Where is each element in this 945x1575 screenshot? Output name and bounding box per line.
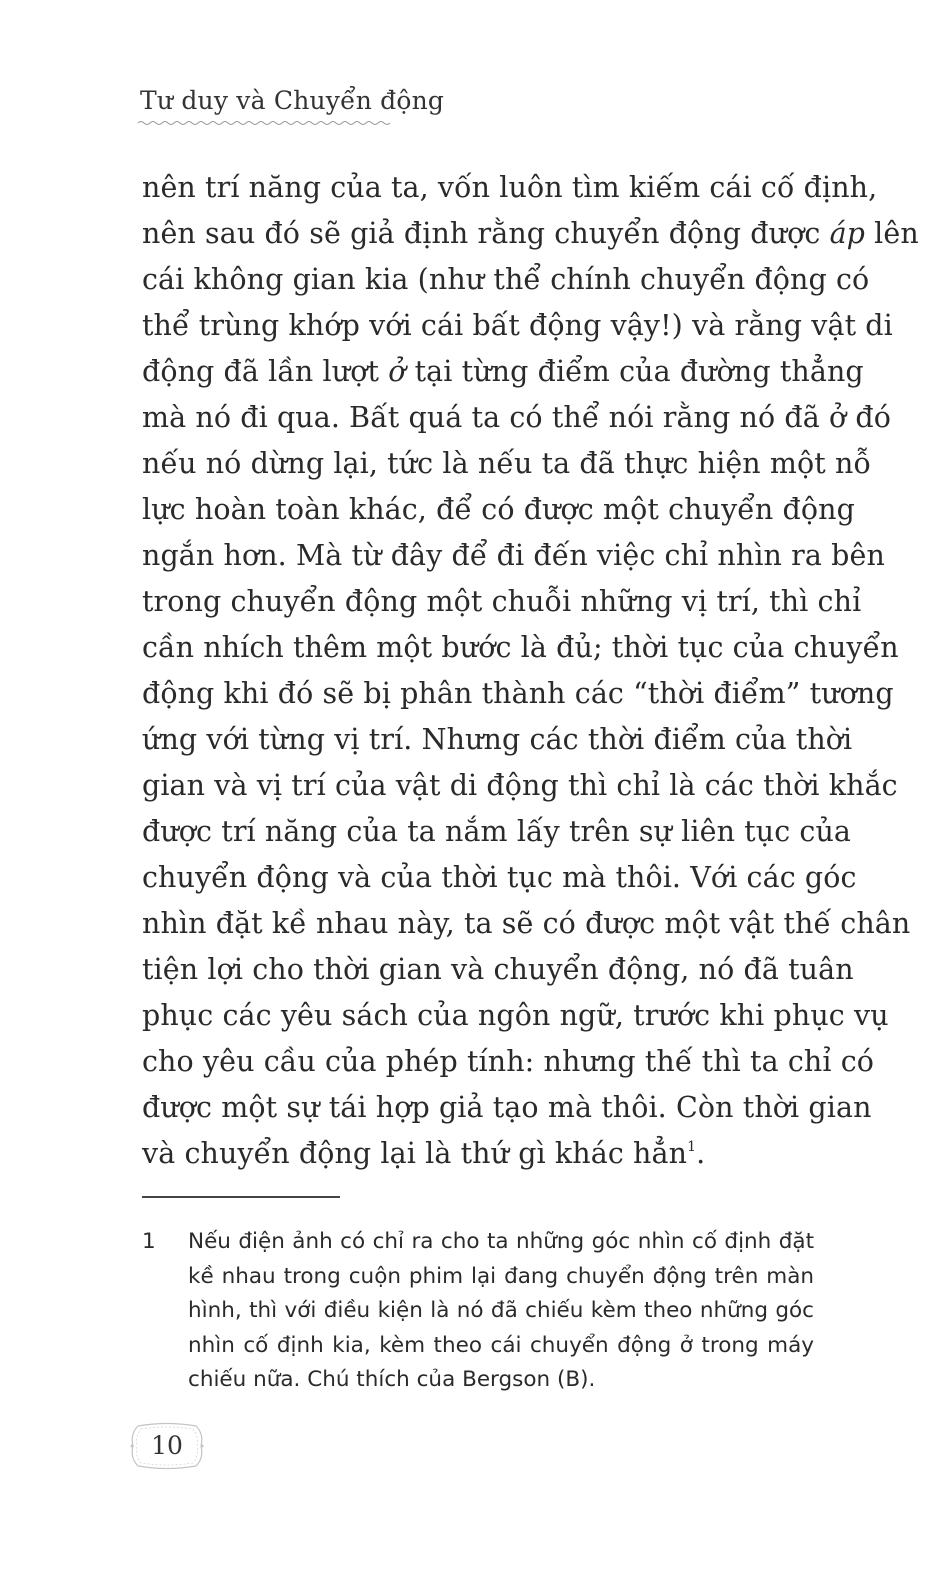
body-line: ngắn hơn. Mà từ đây để đi đến việc chỉ nhìn ra bên (142, 539, 885, 572)
running-head: Tư duy và Chuyển động (140, 86, 445, 115)
footnote-reference[interactable]: 1 (687, 1139, 697, 1155)
footnote-line: Nếu điện ảnh có chỉ ra cho ta những góc nhìn cố định đặt (188, 1229, 814, 1254)
body-line: gian và vị trí của vật di động thì chỉ là các thời khắc (142, 769, 898, 802)
body-line: được trí năng của ta nắm lấy trên sự liên tục của (142, 815, 852, 848)
footnote-line: nhìn cố định kia, kèm theo cái chuyển động ở trong máy (188, 1332, 814, 1358)
body-line: lực hoàn toàn khác, để có được một chuyển động (142, 493, 855, 526)
footnote-number: 1 (142, 1229, 156, 1254)
page-number: 10 (151, 1431, 183, 1460)
body-line: động khi đó sẽ bị phân thành các “thời điểm” tương (142, 677, 894, 710)
body-line: cái không gian kia (như thể chính chuyển động có (142, 263, 870, 296)
footnote-line: kề nhau trong cuộn phim lại đang chuyển động trên màn (188, 1263, 814, 1289)
body-line: nên sau đó sẽ giả định rằng chuyển động được áp lên (142, 217, 919, 250)
body-line: nhìn đặt kề nhau này, ta sẽ có được một vật thế chân (142, 907, 911, 940)
body-line: nếu nó dừng lại, tức là nếu ta đã thực hiện một nỗ (142, 447, 871, 480)
body-line: thể trùng khớp với cái bất động vậy!) và rằng vật di (142, 309, 893, 342)
body-line: chuyển động và của thời tục mà thôi. Với các góc (142, 861, 857, 894)
body-text (142, 165, 919, 1177)
body-line: cần nhích thêm một bước là đủ; thời tục của chuyển (142, 631, 899, 664)
body-line: tiện lợi cho thời gian và chuyển động, nó đã tuân (142, 953, 854, 986)
body-line: cho yêu cầu của phép tính: nhưng thế thì ta chỉ có (142, 1045, 875, 1078)
italic-word: ở (388, 355, 406, 388)
body-line: động đã lần lượt ở tại từng điểm của đường thẳng (142, 355, 864, 388)
running-head-wavy-rule (138, 120, 390, 126)
body-line: mà nó đi qua. Bất quá ta có thể nói rằng nó đã ở đó (142, 401, 891, 434)
body-line: phục các yêu sách của ngôn ngữ, trước khi phục vụ (142, 999, 889, 1032)
italic-word: áp (829, 217, 865, 250)
body-line: và chuyển động lại là thứ gì khác hẳn$^1$. (142, 1137, 706, 1170)
footnote-line: chiếu nữa. Chú thích của Bergson (B). (188, 1367, 596, 1392)
body-line: trong chuyển động một chuỗi những vị trí, thì chỉ (142, 585, 862, 618)
footnote-separator (142, 1196, 340, 1198)
footnote-body (188, 1225, 814, 1398)
page-number-ornament (128, 1420, 206, 1472)
body-line: nên trí năng của ta, vốn luôn tìm kiếm cái cố định, (142, 171, 878, 204)
footnote-line: hình, thì với điều kiện là nó đã chiếu kèm theo những góc (188, 1298, 814, 1323)
body-line: được một sự tái hợp giả tạo mà thôi. Còn thời gian (142, 1091, 872, 1124)
body-line: ứng với từng vị trí. Nhưng các thời điểm của thời (142, 723, 853, 756)
